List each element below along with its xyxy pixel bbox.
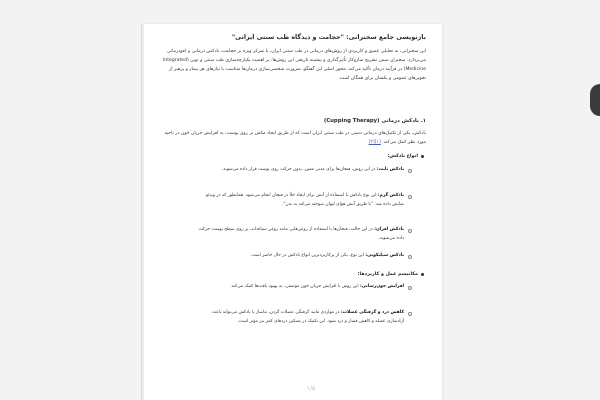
intro-paragraph: این سخنرانی، به تحلیلی عمیق و کاربردی از روش‌های درمانی در طب سنتی ایران، با تمرکز ویژه بر حجامت، بادکش درمانی و (فودرمانی می‌پردازد. سخنران ضمن تشریح سازوکار تأثیرگذاری و پیشینه تاریخی این روش‌ها، بر اهمیت یکپارچه‌سازی طب سنتی و نوین (Integrated Medicine) در فرآیند درمان تأکید می‌کند. محور اصلی این گفتگو، ضرورت شخصی‌سازی درمان‌ها متناسب با نیازهای هر بیمار و پرهیز از تجویزهای عمومی و یکسان برای همگان است. <box>162 49 426 81</box>
cupping-type-description: این نوع بادکش با استفاده از آتش برای ایجاد خلأ در فنجان انجام می‌شود. همانطور که در ویدئو نمایش داده شد: "با طریق آتش هوای لیوان سوخته می‌کنه یه بدن". <box>205 193 404 207</box>
cupping-type-term: بادکش سیلیکونی: <box>365 253 404 258</box>
cupping-type-hot <box>194 192 404 209</box>
mechanism-heading-text: مکانیسم عمل و کاربردها: <box>357 272 418 277</box>
mechanism-heading <box>160 272 418 278</box>
page-content <box>144 24 442 400</box>
cupping-type-description: در این حالت، فنجان‌ها با استفاده از روغن‌هایی مانند روغن سیاه‌دانه، بر روی سطح پوست حرکت داده می‌شوند. <box>198 227 404 241</box>
hollow-bullet-icon <box>408 255 412 259</box>
scrollbar-thumb[interactable] <box>590 84 600 116</box>
mechanism-term: کاهش درد و گرفتگی عضلات: <box>340 310 404 315</box>
section-heading-cupping: ۱. بادکش درمانی (Cupping Therapy) <box>323 118 426 124</box>
hollow-bullet-icon <box>408 286 412 290</box>
cupping-type-term: بادکش گرم: <box>377 193 404 198</box>
mechanism-pain-relief <box>194 309 404 326</box>
cupping-paragraph-text: بادکش، یکی از تکنیک‌های درمانی دستی در طب سنتی ایران است که از طریق ایجاد مکش بر روی پوست، به افزایش جریان خون در ناحیه مورد نظر کمک می‌کند. <box>164 131 426 145</box>
mechanism-term: افزایش خون‌رسانی: <box>359 284 404 289</box>
cupping-type-sliding <box>194 226 404 243</box>
hollow-bullet-icon <box>408 312 412 316</box>
citation-link[interactable]: [۱][۲] <box>368 139 381 145</box>
page-number: ۱/۵ <box>306 385 316 392</box>
mechanism-description: در مواردی مانند گرفتگی عضلات گردن، ماساژ با بادکش می‌تواند باعث آزادسازی عضله و کاهش فشار و درد شود. این تکنیک در تسکین دردهای کمر نیز مؤثر است. <box>211 310 404 324</box>
document-title: بازنویسی جامع سخنرانی: "حجامت و دیدگاه طب سنتی ایرانی" <box>231 34 426 41</box>
mechanism-blood-flow <box>194 283 404 292</box>
cupping-type-silicone <box>194 252 404 261</box>
cupping-type-term: بادکش لغزان: <box>374 227 404 232</box>
cupping-type-description: این نوع، یکی از پرکاربردترین انواع بادکش در حال حاضر است. <box>250 253 366 258</box>
hollow-bullet-icon <box>408 169 412 173</box>
cupping-type-term: بادکش ثابت: <box>376 167 404 172</box>
types-heading-text: انواع بادکش: <box>387 154 418 159</box>
cupping-type-description: در این روش، فنجان‌ها برای مدتی معین، بدون حرکت روی پوست قرار داده می‌شوند. <box>221 167 377 172</box>
hollow-bullet-icon <box>408 229 412 233</box>
mechanism-description: این روش با افزایش جریان خون موضعی، به بهبود بافت‌ها کمک می‌کند. <box>230 284 360 289</box>
hollow-bullet-icon <box>408 195 412 199</box>
page-left-edge <box>141 24 142 400</box>
cupping-paragraph <box>160 130 426 148</box>
bullet-dot-icon <box>421 155 424 158</box>
document-page <box>143 24 443 400</box>
bullet-dot-icon <box>421 273 424 276</box>
types-heading <box>160 154 418 160</box>
cupping-type-fixed <box>194 166 404 175</box>
